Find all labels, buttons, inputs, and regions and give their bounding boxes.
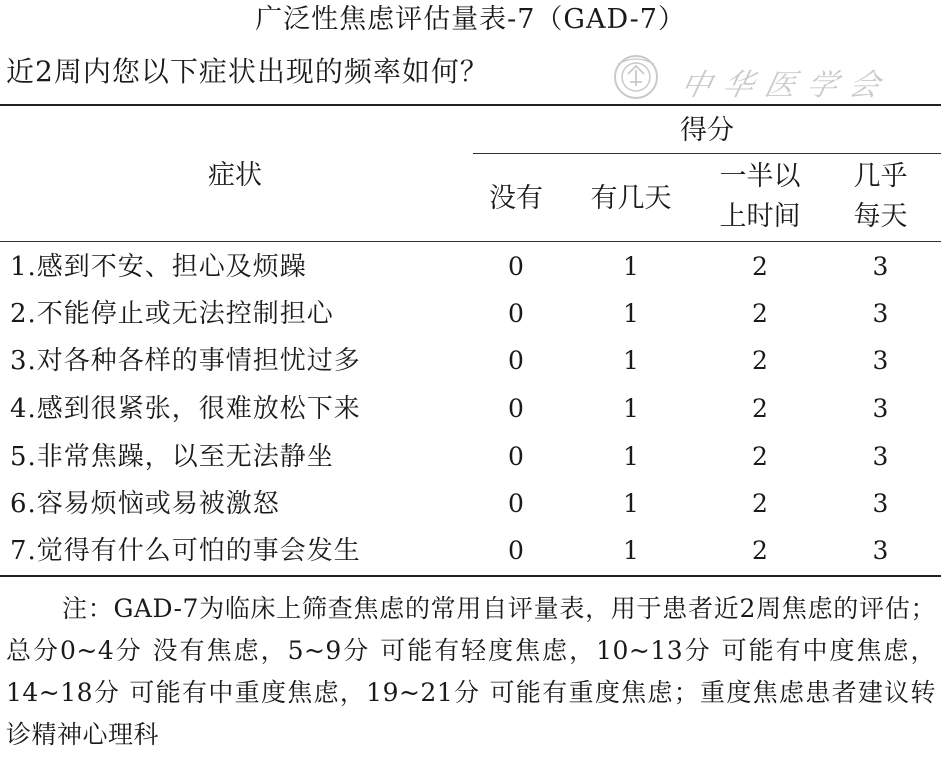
score-several-days: 1 bbox=[623, 252, 639, 281]
score-never: 0 bbox=[508, 299, 524, 328]
table-row bbox=[0, 386, 941, 432]
symptom-label: 5.非常焦躁，以至无法静坐 bbox=[10, 442, 334, 472]
score-more-than-half: 2 bbox=[752, 299, 768, 328]
score-more-than-half: 2 bbox=[752, 346, 768, 375]
question-text: 近2周内您以下症状出现的频率如何？ bbox=[6, 55, 489, 88]
symptom-label: 3.对各种各样的事情担忧过多 bbox=[10, 346, 361, 376]
score-never: 0 bbox=[508, 442, 524, 471]
score-never: 0 bbox=[508, 489, 524, 518]
score-more-than-half: 2 bbox=[752, 252, 768, 281]
column-header-nearly-every-day-line1: 几乎 bbox=[853, 161, 908, 192]
score-nearly-every-day: 3 bbox=[872, 394, 889, 423]
column-header-more-than-half-line2: 上时间 bbox=[719, 201, 801, 232]
symptom-label: 6.容易烦恼或易被激怒 bbox=[10, 489, 280, 519]
score-several-days: 1 bbox=[623, 442, 639, 471]
table-row bbox=[0, 338, 941, 384]
column-header-several-days: 有几天 bbox=[590, 183, 672, 214]
score-several-days: 1 bbox=[623, 346, 639, 375]
document-title: 广泛性焦虑评估量表-7（GAD-7） bbox=[255, 4, 686, 35]
score-never: 0 bbox=[508, 346, 524, 375]
table-row bbox=[0, 434, 941, 480]
score-more-than-half: 2 bbox=[752, 442, 768, 471]
score-nearly-every-day: 3 bbox=[872, 442, 889, 471]
score-group-header: 得分 bbox=[680, 115, 734, 146]
publisher-watermark bbox=[606, 52, 896, 102]
score-several-days: 1 bbox=[623, 489, 639, 518]
column-header-never: 没有 bbox=[489, 183, 543, 214]
column-header-nearly-every-day-line2: 每天 bbox=[853, 201, 908, 232]
symptom-label: 2.不能停止或无法控制担心 bbox=[10, 299, 334, 329]
score-nearly-every-day: 3 bbox=[872, 346, 889, 375]
table-row bbox=[0, 481, 941, 527]
score-header-rule bbox=[473, 153, 941, 154]
score-several-days: 1 bbox=[623, 394, 639, 423]
watermark-text: 中华医学会 bbox=[677, 68, 895, 103]
score-several-days: 1 bbox=[623, 536, 639, 565]
score-more-than-half: 2 bbox=[752, 394, 768, 423]
score-more-than-half: 2 bbox=[752, 536, 768, 565]
table-bottom-rule bbox=[0, 575, 941, 577]
score-nearly-every-day: 3 bbox=[872, 536, 889, 565]
column-header-more-than-half-line1: 一半以 bbox=[719, 161, 801, 192]
score-nearly-every-day: 3 bbox=[872, 299, 889, 328]
score-never: 0 bbox=[508, 536, 524, 565]
score-several-days: 1 bbox=[623, 299, 639, 328]
symptom-label: 1.感到不安、担心及烦躁 bbox=[10, 252, 307, 282]
table-row bbox=[0, 528, 941, 574]
score-never: 0 bbox=[508, 394, 524, 423]
seal-icon bbox=[606, 52, 666, 102]
symptom-column-header: 症状 bbox=[208, 160, 262, 191]
score-never: 0 bbox=[508, 252, 524, 281]
symptom-label: 7.觉得有什么可怕的事会发生 bbox=[10, 536, 361, 566]
score-nearly-every-day: 3 bbox=[872, 252, 889, 281]
score-nearly-every-day: 3 bbox=[872, 489, 889, 518]
table-row bbox=[0, 244, 941, 290]
footnote: 注：GAD-7为临床上筛查焦虑的常用自评量表，用于患者近2周焦虑的评估；总分0~4分 没有焦虑，5~9分 可能有轻度焦虑，10~13分 可能有中度焦虑，14~18分 可能有中重度焦虑，19~21分 可能有重度焦虑；重度焦虑患者建议转诊精神心理科 bbox=[6, 594, 936, 749]
score-more-than-half: 2 bbox=[752, 489, 768, 518]
table-header-rule bbox=[0, 241, 941, 242]
table-top-rule bbox=[0, 104, 941, 106]
symptom-label: 4.感到很紧张，很难放松下来 bbox=[10, 394, 361, 424]
table-row bbox=[0, 291, 941, 337]
